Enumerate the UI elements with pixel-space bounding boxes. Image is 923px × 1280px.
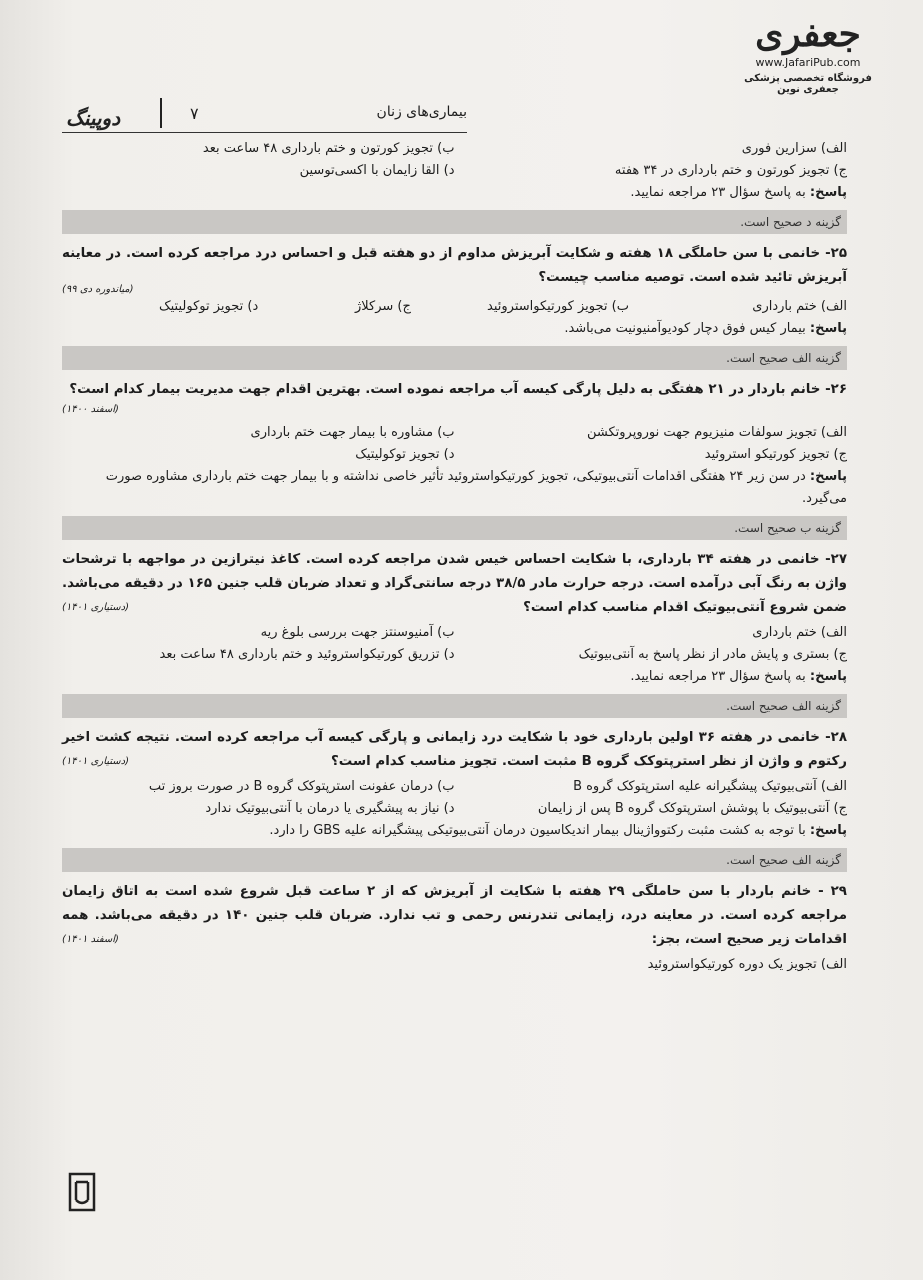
- question-25-result-band: گزینه الف صحیح است.: [62, 346, 847, 370]
- question-26-options: [62, 422, 847, 466]
- prev-options: [62, 138, 847, 182]
- question-26-answer: [62, 466, 847, 510]
- page-content: [62, 138, 847, 976]
- question-27-source: (دستیاری ۱۴۰۱): [62, 602, 130, 613]
- question-28-result-band: گزینه الف صحیح است.: [62, 848, 847, 872]
- question-25-options: [62, 296, 847, 318]
- answer-label: پاسخ:: [809, 469, 847, 484]
- option-b: ب) درمان عفونت استرپتوکک گروه B در صورت بروز تب: [148, 779, 455, 794]
- question-26-text: ۲۶- خانم باردار در ۲۱ هفتگی به دلیل پارگی کیسه آب مراجعه نموده است. بهترین اقدام جهت مدیریت بیمار کدام است؟: [69, 382, 847, 397]
- option-c: ج) بستری و پایش مادر از نظر پاسخ به آنتی‌بیوتیک: [578, 647, 847, 662]
- header-divider: [160, 98, 162, 128]
- page-header: [62, 98, 467, 134]
- question-25-answer: [62, 318, 847, 340]
- question-28-source: (دستیاری ۱۴۰۱): [62, 756, 130, 767]
- option-b: ب) تجویز کورتیکواستروئید: [487, 299, 629, 314]
- logo-url: www.JafariPub.com: [755, 56, 861, 69]
- option-d: د) نیاز به پیشگیری یا درمان با آنتی‌بیوتیک ندارد: [205, 801, 455, 816]
- question-29-text: ۲۹ - خانم باردار با سن حاملگی ۲۹ هفته با شکایت از آبریزش که از ۲ ساعت قبل شروع شده است به اتاق زایمان مراجعه کرده است. در معاینه درد، زایمانی تندرنس رحمی و تب ندارد. ضربان قلب جنین ۱۴۰ در دقیقه می‌باشد. همه اقدامات زیر صحیح است، بجز:: [62, 884, 847, 947]
- question-27-result-band: گزینه الف صحیح است.: [62, 694, 847, 718]
- answer-text: بیمار کیس فوق دچار کودیوآمنیونیت می‌باشد.: [564, 321, 806, 336]
- option-d: د) تزریق کورتیکواستروئید و ختم بارداری ۴۸ ساعت بعد: [159, 647, 455, 662]
- question-27-text: ۲۷- خانمی در هفته ۳۴ بارداری، با شکایت احساس خیس شدن مراجعه کرده است. کاغذ نیترازین در مواجهه با ترشحات واژن به رنگ آبی درآمده است. درجه حرارت مادر ۳۸/۵ درجه سانتی‌گراد و تعداد ضربان قلب جنین ۱۶۵ در دقیقه می‌باشد. ضمن شروع آنتی‌بیوتیک اقدام مناسب کدام است؟: [62, 552, 847, 615]
- prev-answer: [62, 182, 847, 204]
- question-28-options: [62, 776, 847, 820]
- option-d: د) تجویز توکولیتیک: [355, 447, 455, 462]
- page-number: ۷: [190, 104, 199, 123]
- option-c: ج) سرکلاژ: [355, 299, 411, 314]
- option-a: الف) تجویز یک دوره کورتیکواستروئید: [647, 957, 847, 972]
- answer-label: پاسخ:: [809, 185, 847, 200]
- option-a: الف) سزارین فوری: [741, 141, 847, 156]
- publisher-logo: [733, 14, 883, 95]
- answer-label: پاسخ:: [809, 669, 847, 684]
- answer-label: پاسخ:: [809, 321, 847, 336]
- option-a: الف) آنتی‌بیوتیک پیشگیرانه علیه استرپتوکک گروه B: [573, 779, 847, 794]
- question-27-answer: [62, 666, 847, 688]
- option-c: ج) تجویز کورتیکو استروئید: [704, 447, 847, 462]
- question-25-source: (میاندوره دی ۹۹): [62, 284, 134, 295]
- question-27-options: [62, 622, 847, 666]
- question-25-text: ۲۵- خانمی با سن حاملگی ۱۸ هفته و شکایت آبریزش مداوم از دو هفته قبل و احساس درد مراجعه کرده است. در معاینه آبریزش تائید شده است. توصیه مناسب چیست؟: [62, 246, 848, 285]
- question-26-result-band: گزینه ب صحیح است.: [62, 516, 847, 540]
- bookmark-corner-icon: [64, 1170, 100, 1214]
- question-29-source: (اسفند ۱۴۰۱): [62, 934, 119, 945]
- question-28-text: ۲۸- خانمی در هفته ۳۶ اولین بارداری خود با شکایت درد زایمانی و پارگی کیسه آب مراجعه کرده است. نتیجه کشت اخیر رکتوم و واژن از نظر استرپتوکک گروه B مثبت است. تجویز مناسب کدام است؟: [62, 730, 848, 769]
- option-a: الف) ختم بارداری: [752, 625, 847, 640]
- option-c: ج) تجویز کورتون و ختم بارداری در ۳۴ هفته: [614, 163, 847, 178]
- answer-text: به پاسخ سؤال ۲۳ مراجعه نمایید.: [630, 669, 806, 684]
- option-b: ب) مشاوره با بیمار جهت ختم بارداری: [250, 425, 455, 440]
- chapter-title: بیماری‌های زنان: [376, 104, 467, 120]
- prev-result-band: گزینه د صحیح است.: [62, 210, 847, 234]
- answer-text: به پاسخ سؤال ۲۳ مراجعه نمایید.: [630, 185, 806, 200]
- option-b: ب) تجویز کورتون و ختم بارداری ۴۸ ساعت بعد: [202, 141, 455, 156]
- option-a: الف) ختم بارداری: [752, 299, 847, 314]
- option-d: د) تجویز توکولیتیک: [159, 299, 259, 314]
- answer-text: در سن زیر ۲۴ هفتگی اقدامات آنتی‌بیوتیکی، تجویز کورتیکواستروئید تأثیر خاصی نداشته و با بیمار جهت ختم بارداری مشاوره صورت می‌گیرد.: [105, 469, 847, 506]
- logo-subtitle: فروشگاه تخصصی پزشکی جعفری نوین: [744, 73, 872, 95]
- question-28-answer: [62, 820, 847, 842]
- question-26-source: (اسفند ۱۴۰۰): [62, 404, 119, 415]
- answer-text: با توجه به کشت مثبت رکتوواژینال بیمار اندیکاسیون درمان آنتی‌بیوتیکی پیشگیرانه علیه GBS را دارد.: [269, 823, 806, 838]
- option-b: ب) آمنیوسنتز جهت بررسی بلوغ ریه: [260, 625, 455, 640]
- brand-name: دوپینگ: [66, 106, 121, 130]
- option-c: ج) آنتی‌بیوتیک با پوشش استرپتوکک گروه B پس از زایمان: [537, 801, 847, 816]
- option-a: الف) تجویز سولفات منیزیوم جهت نوروپروتکشن: [586, 425, 847, 440]
- logo-mark: جعفری: [755, 13, 861, 55]
- answer-label: پاسخ:: [809, 823, 847, 838]
- header-rule: [62, 132, 467, 133]
- option-d: د) القا زایمان با اکسی‌توسین: [299, 163, 455, 178]
